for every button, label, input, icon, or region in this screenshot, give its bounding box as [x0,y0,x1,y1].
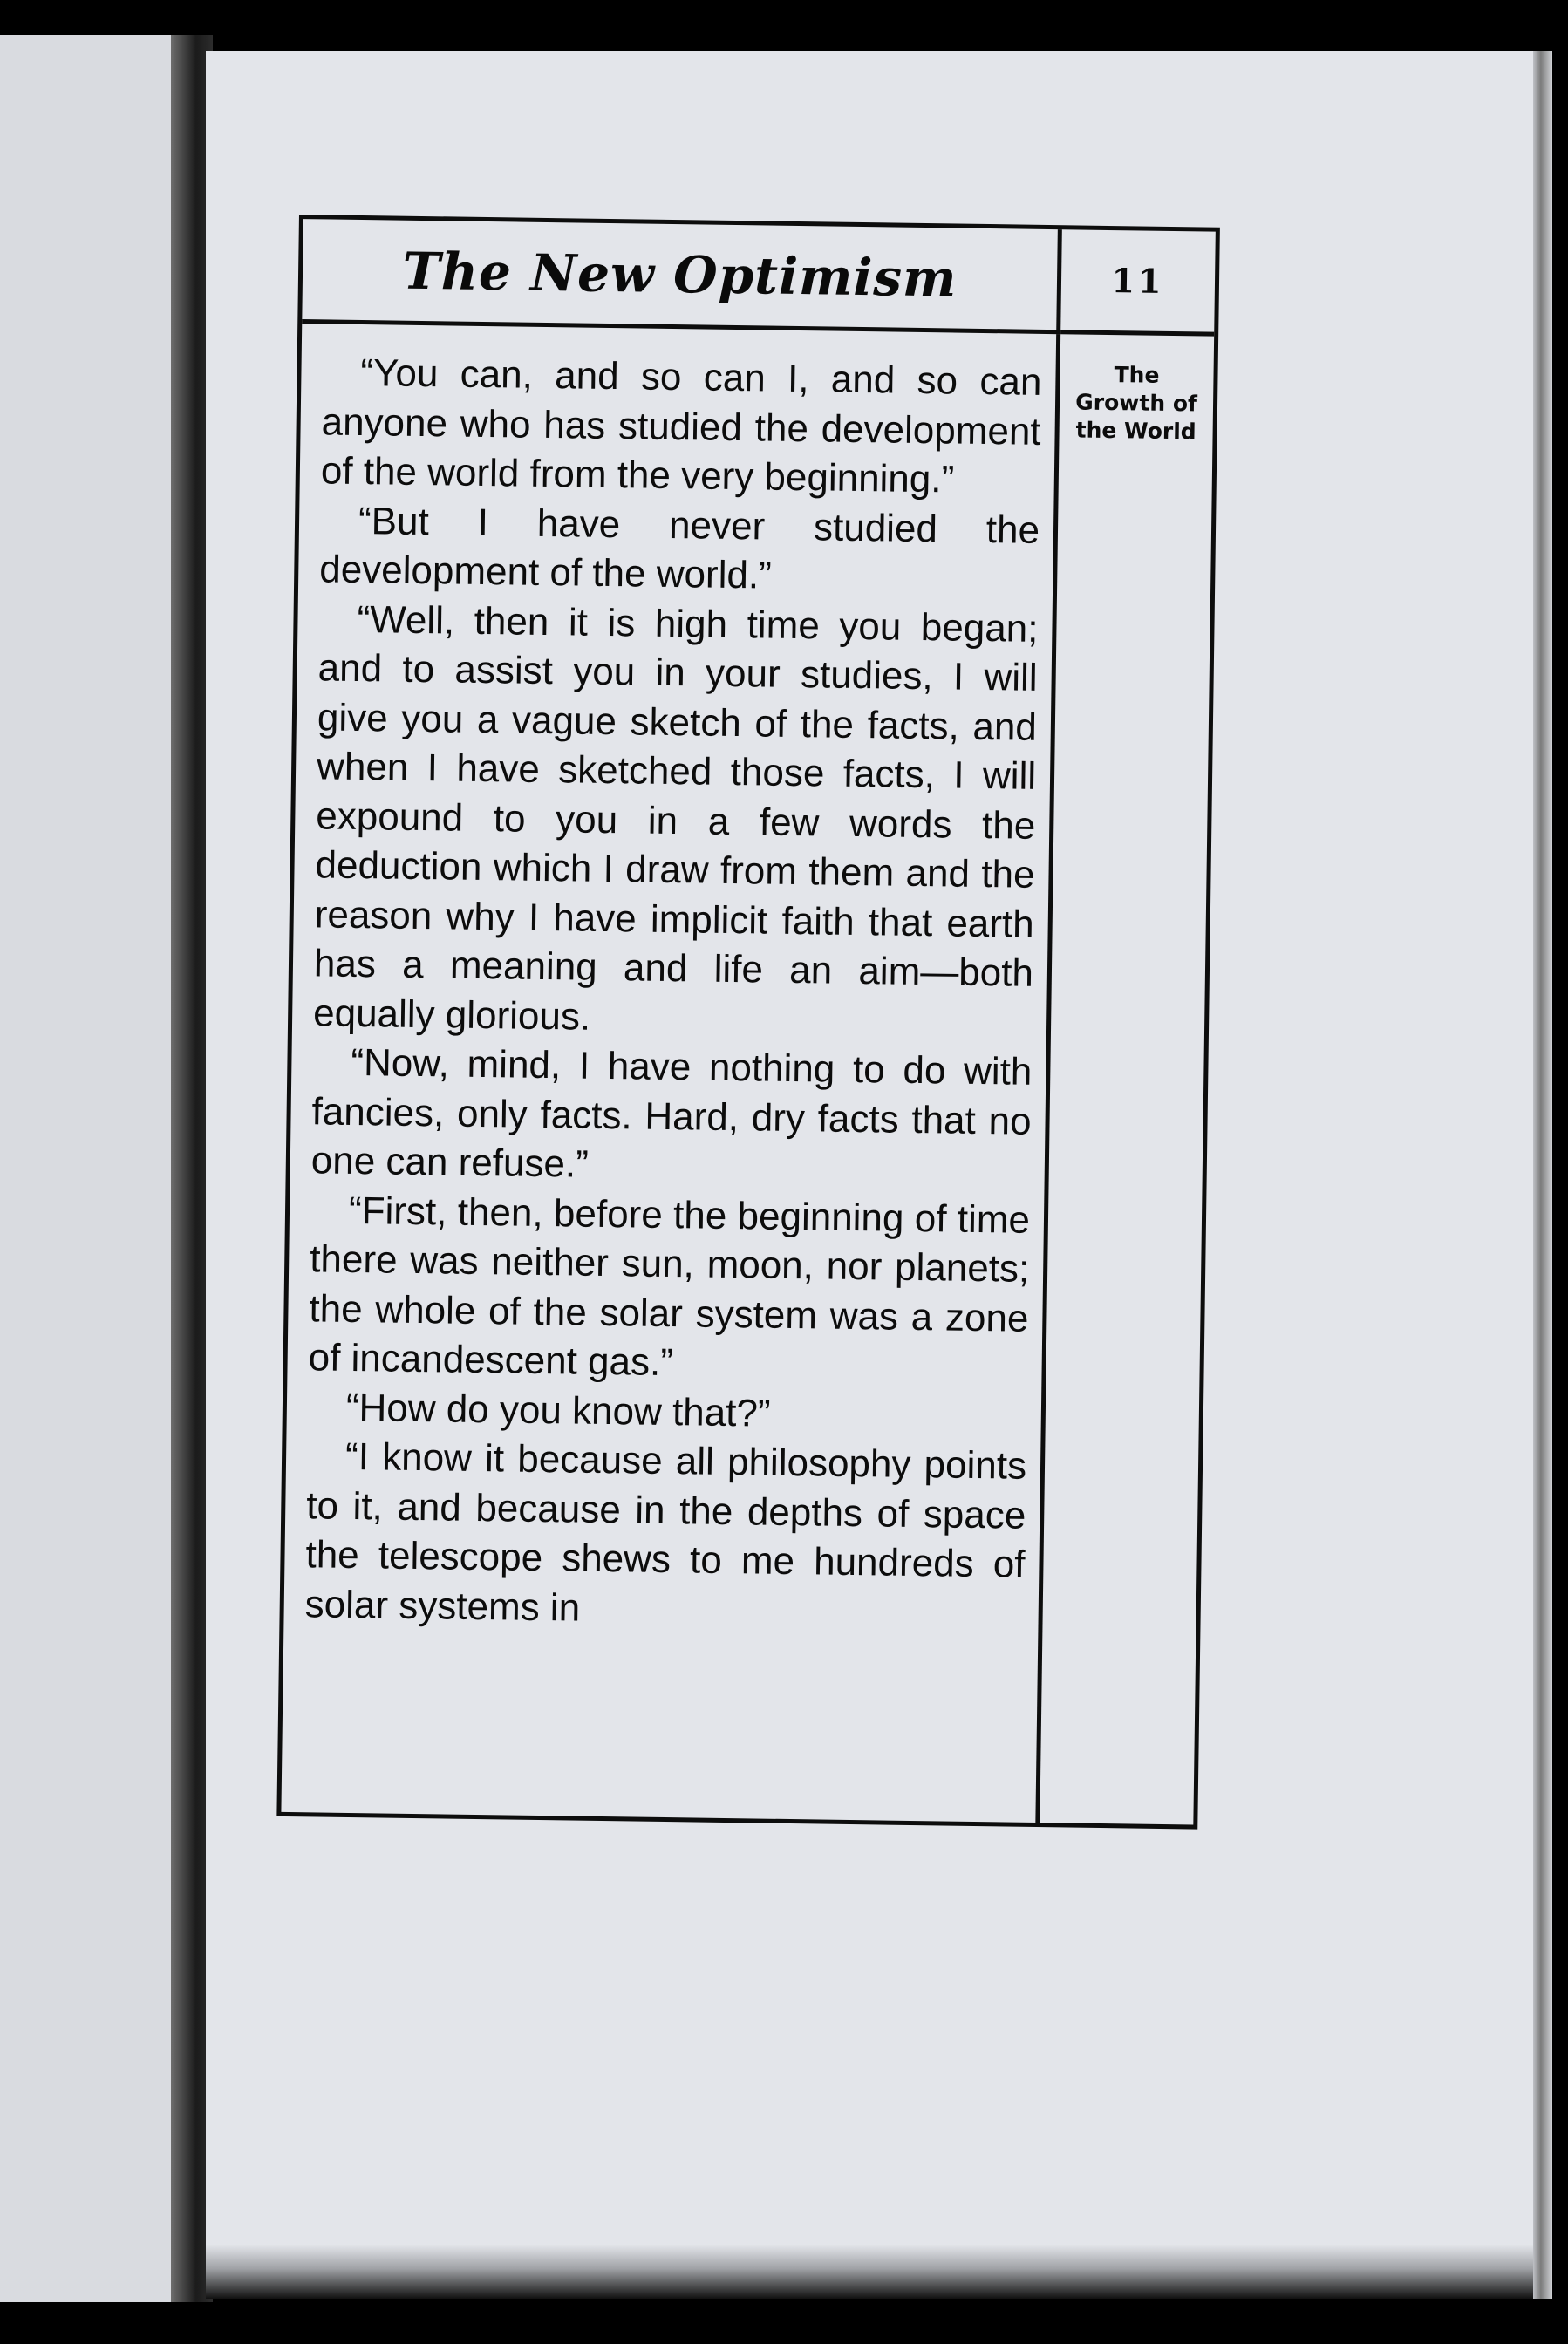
page-bottom-edge [206,2245,1533,2299]
running-title: The New Optimism [402,241,958,309]
page-number: 11 [1111,261,1165,301]
body-text-column [281,324,1060,1823]
paragraph: “First, then, before the beginning of time there was neither sun, moon, nor planets; the whole of the solar system was a zone of incandescent gas.” [308,1189,1031,1385]
paragraph: “How do you know that?” [345,1386,771,1435]
sidenote: The Growth of the World [1075,362,1198,445]
paragraph: “You can, and so can I, and so can anyone who has studied the development of the world from the very beginning.” [320,351,1042,501]
page-number-box [1060,229,1216,336]
page-right-edge [1533,51,1552,2299]
paragraph: “I know it because all philosophy points to it, and because in the depths of space the telescope shews to me hundreds of solar systems in [304,1434,1027,1630]
paragraph: “Now, mind, I have nothing to do with fancies, only facts. Hard, dry facts that no one can refuse.” [310,1040,1033,1186]
running-head-box [302,219,1062,334]
paragraph: “Well, then it is high time you began; and to assist you in your studies, I will give you a vague sketch of the facts, and when I have sketched those facts, I will expound to you in a few words the deduction which I draw from them and the reason why I have implicit faith that earth has a meaning and life an aim—both equally glorious. [312,597,1039,1039]
text-frame [276,215,1220,1830]
paragraph: “But I have never studied the development of the world.” [318,499,1040,597]
margin-column [1059,334,1214,446]
